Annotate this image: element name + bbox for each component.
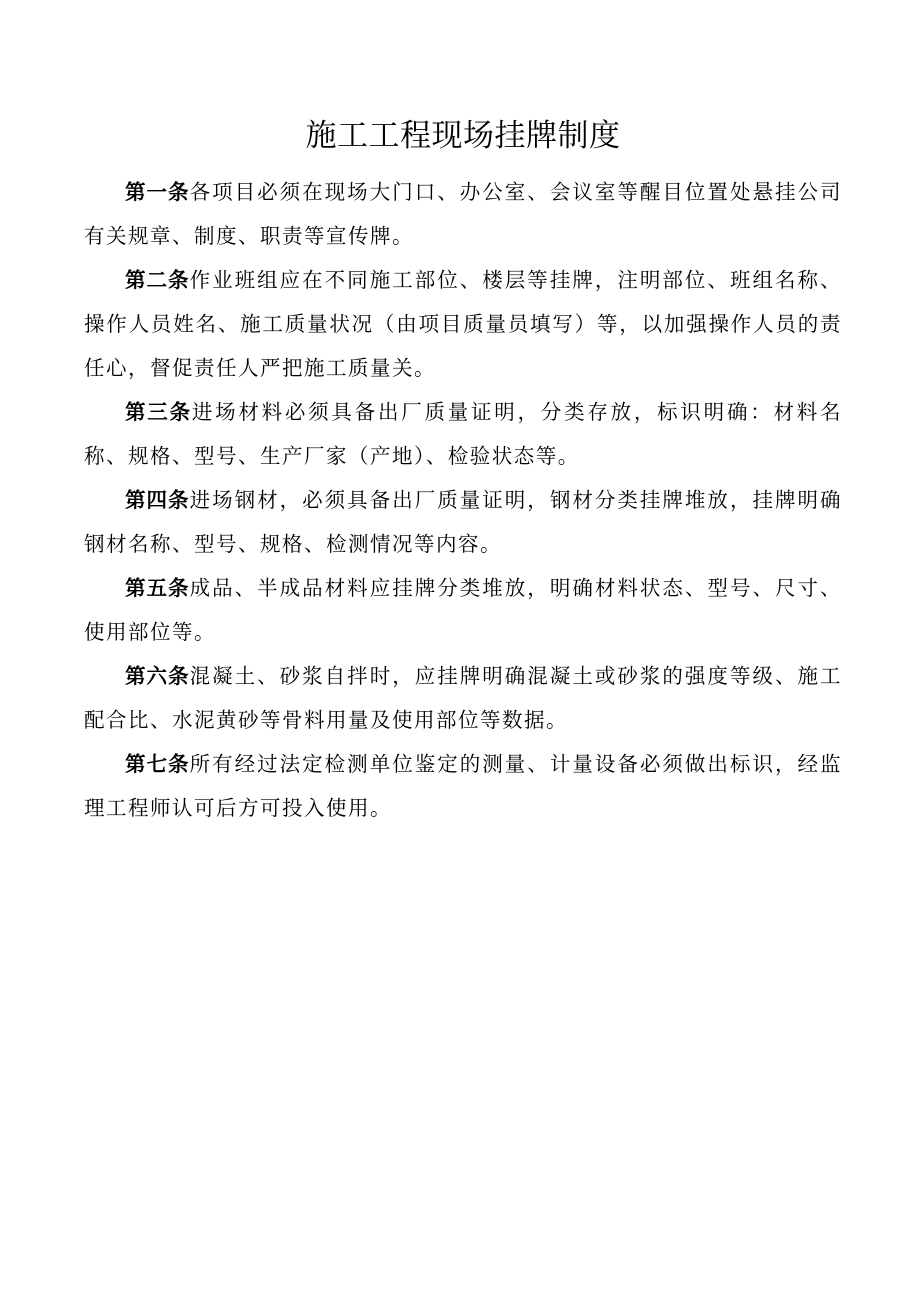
article-label: 第二条 [125, 268, 190, 292]
article-text: 所有经过法定检测单位鉴定的测量、计量设备必须做出标识，经监理工程师认可后方可投入使用。 [84, 752, 843, 820]
article-2 [84, 258, 842, 390]
article-label: 第五条 [125, 576, 190, 600]
article-5 [84, 566, 842, 654]
article-text: 混凝土、砂浆自拌时，应挂牌明确混凝土或砂浆的强度等级、施工配合比、水泥黄砂等骨料用量及使用部位等数据。 [84, 664, 843, 732]
article-text: 进场材料必须具备出厂质量证明，分类存放，标识明确：材料名称、规格、型号、生产厂家（产地）、检验状态等。 [84, 400, 843, 468]
article-label: 第四条 [125, 488, 190, 512]
article-text: 成品、半成品材料应挂牌分类堆放，明确材料状态、型号、尺寸、使用部位等。 [84, 576, 843, 644]
article-label: 第七条 [125, 752, 190, 776]
article-3 [84, 390, 842, 478]
article-1 [84, 170, 842, 258]
article-label: 第一条 [125, 180, 190, 204]
article-6 [84, 654, 842, 742]
document-title: 施工工程现场挂牌制度 [305, 118, 621, 154]
article-text: 进场钢材，必须具备出厂质量证明，钢材分类挂牌堆放，挂牌明确钢材名称、型号、规格、检测情况等内容。 [84, 488, 843, 556]
article-text: 各项目必须在现场大门口、办公室、会议室等醒目位置处悬挂公司有关规章、制度、职责等宣传牌。 [84, 180, 843, 248]
article-text: 作业班组应在不同施工部位、楼层等挂牌，注明部位、班组名称、操作人员姓名、施工质量状况（由项目质量员填写）等，以加强操作人员的责任心，督促责任人严把施工质量关。 [84, 268, 843, 380]
article-7 [84, 742, 842, 830]
article-label: 第六条 [125, 664, 190, 688]
article-label: 第三条 [125, 400, 192, 424]
article-4 [84, 478, 842, 566]
